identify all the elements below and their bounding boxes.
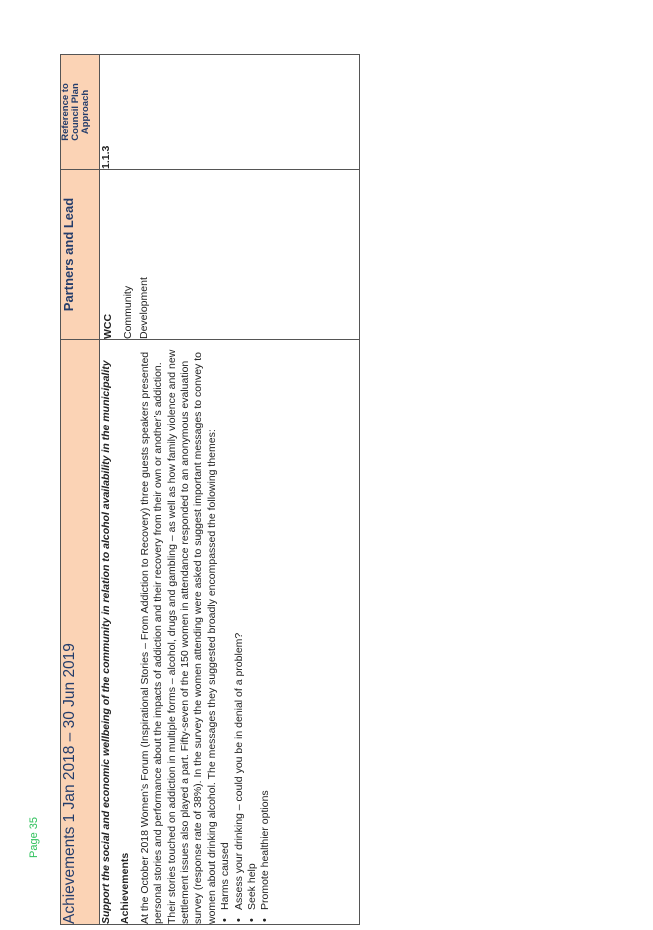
- table-header-row: [61, 55, 100, 925]
- header-reference-line: Approach: [80, 89, 91, 135]
- header-reference: [61, 55, 100, 170]
- table-row: [100, 55, 360, 925]
- list-item: • Harms caused: [219, 340, 232, 910]
- header-partners: Partners and Lead: [61, 170, 100, 340]
- partner-lead: WCC: [102, 313, 114, 339]
- list-item: • Assess your drinking – could you be in denial of a problem?: [233, 340, 246, 910]
- list-item: • Promote healthier options: [259, 340, 272, 910]
- header-reference-line: Reference to: [60, 83, 71, 141]
- themes-list: [219, 340, 273, 924]
- rotated-table-wrapper: [60, 55, 360, 925]
- achievements-cell: [100, 340, 360, 925]
- list-item: • Seek help: [246, 340, 259, 910]
- page-number: Page 35: [28, 817, 40, 858]
- achievements-paragraph: At the October 2018 Women’s Forum (Inspirational Stories – From Addiction to Recovery) three guests speakers presented personal stories and performance about the impacts of addiction and their recovery from their own or another’s addiction. Their stories touched on addiction in multiple forms – alcohol, drugs and gambling – as well as how family violence and new settlement issues also played a part. Fifty-seven of the 150 women in attendance responded to an anonymous evaluation survey (response rate of 38%). In the survey the women attending were asked to suggest important messages to convey to women about drinking alcohol. The messages they suggested broadly encompassed the following themes:: [138, 349, 218, 924]
- achievements-table: [60, 54, 360, 925]
- objective-text: Support the social and economic wellbeing of the community in relation to alcohol availability in the municipality: [100, 360, 112, 924]
- partners-cell: [100, 170, 360, 340]
- achievements-subheading: Achievements: [119, 852, 132, 924]
- header-reference-line: Council Plan: [70, 83, 81, 141]
- header-achievements: Achievements 1 Jan 2018 – 30 Jun 2019: [61, 340, 100, 925]
- reference-cell: 1.1.3: [100, 55, 360, 170]
- partner-line: Development: [138, 277, 150, 339]
- partner-line: Community: [122, 285, 134, 339]
